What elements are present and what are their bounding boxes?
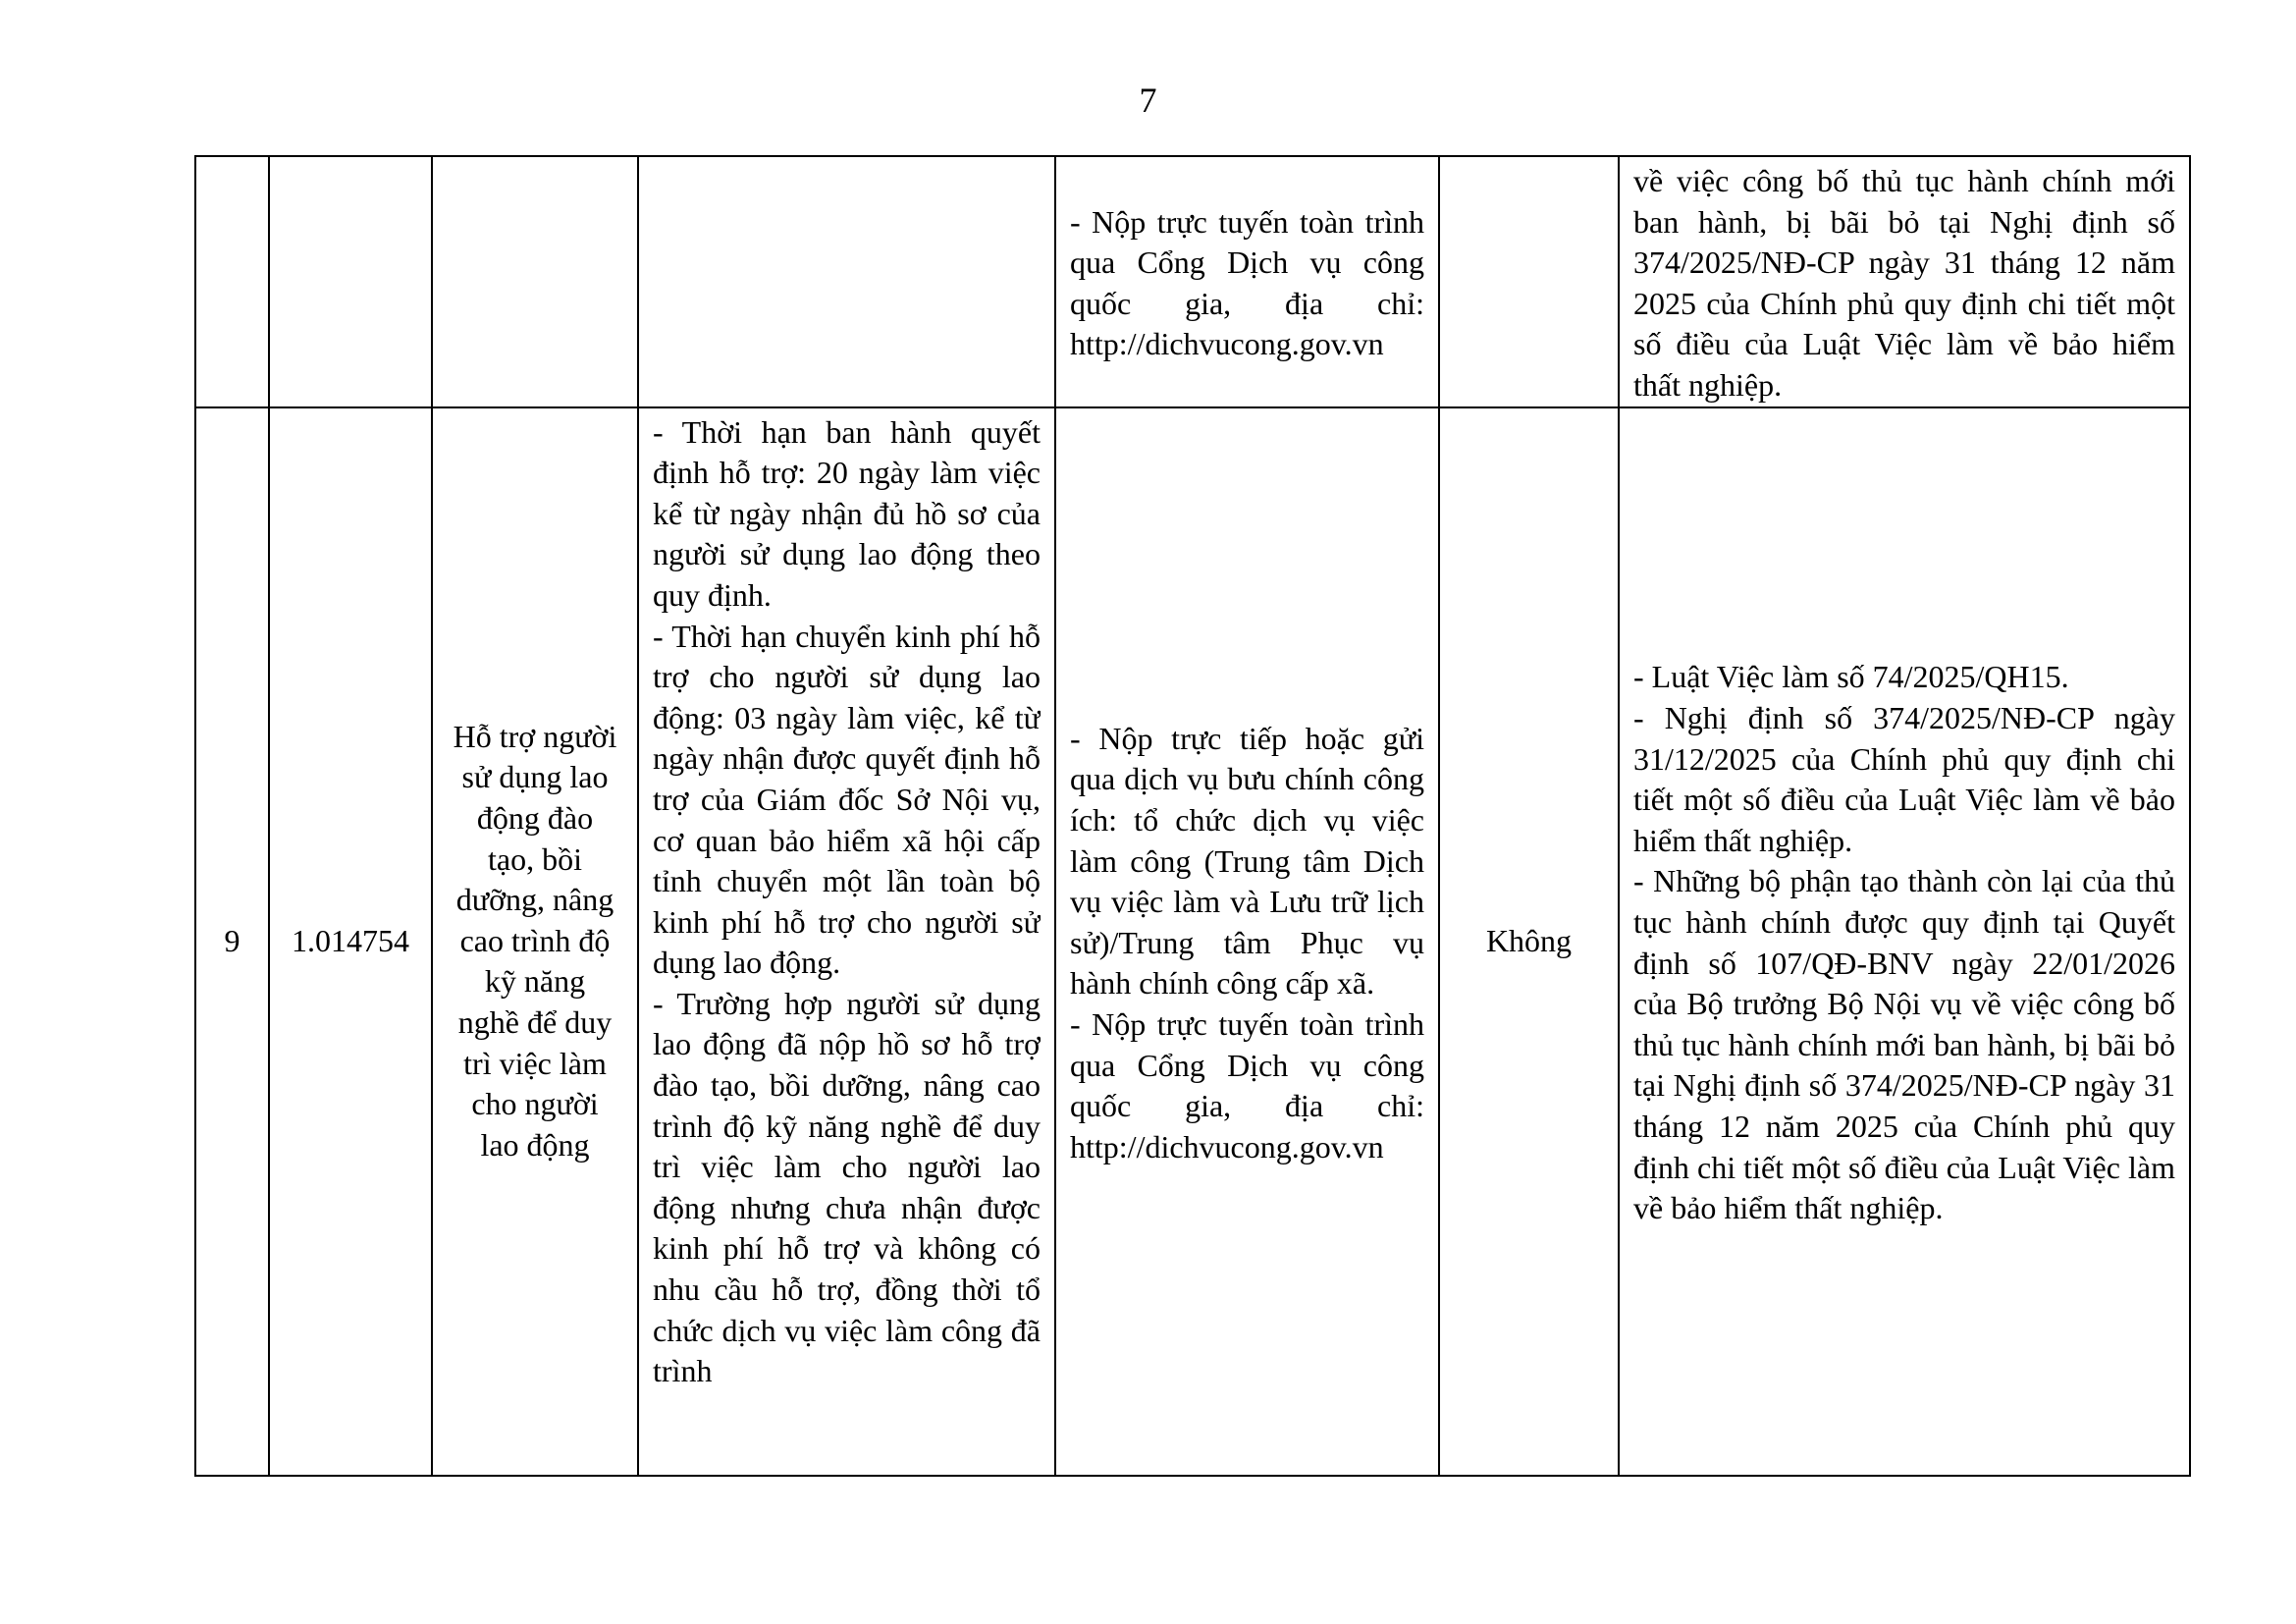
legal-basis-decision: - Những bộ phận tạo thành còn lại của thủ tục hành chính được quy định tại Quyết định số 107/QĐ-BNV ngày 22/01/2026 của Bộ trưởng Bộ Nội vụ về việc công bố thủ tục hành chính mới ban hành, bị bãi bỏ tại Nghị định số 374/2025/NĐ-CP ngày 31 tháng 12 năm 2025 của Chính phủ quy định chi tiết một số điều của Luật Việc làm về bảo hiểm thất nghiệp. [1633, 863, 2175, 1226]
time-limit-transfer: - Thời hạn chuyển kinh phí hỗ trợ cho người sử dụng lao động: 03 ngày làm việc, kể từ ngày nhận được quyết định hỗ trợ của Giám đốc Sở Nội vụ, cơ quan bảo hiểm xã hội cấp tỉnh chuyển một lần toàn bộ kinh phí hỗ trợ cho người sử dụng lao động. [653, 618, 1041, 981]
legal-basis-law: - Luật Việc làm số 74/2025/QH15. [1633, 659, 2069, 695]
procedure-table [194, 155, 2191, 1477]
row-number-cell [195, 156, 269, 407]
legal-basis-cell [1619, 407, 2190, 1476]
submission-method-direct: - Nộp trực tiếp hoặc gửi qua dịch vụ bưu chính công ích: tổ chức dịch vụ việc làm công (Trung tâm Dịch vụ việc làm và Lưu trữ lịch sử)/Trung tâm Phục vụ hành chính công cấp xã. [1070, 720, 1424, 1001]
page-number: 7 [1139, 81, 1157, 120]
submission-method-cell [1055, 407, 1439, 1476]
table-row [195, 407, 2190, 1476]
time-limit-cell [638, 156, 1055, 407]
legal-basis-decree: - Nghị định số 374/2025/NĐ-CP ngày 31/12/2025 của Chính phủ quy định chi tiết một số điều của Luật Việc làm về bảo hiểm thất nghiệp. [1633, 700, 2175, 858]
procedure-code-cell [269, 156, 432, 407]
procedure-name-cell [432, 156, 638, 407]
procedure-code-cell: 1.014754 [269, 407, 432, 1476]
procedure-name-cell: Hỗ trợ người sử dụng lao động đào tạo, bồi dưỡng, nâng cao trình độ kỹ năng nghề để duy trì việc làm cho người lao động [432, 407, 638, 1476]
legal-basis-continuation: về việc công bố thủ tục hành chính mới ban hành, bị bãi bỏ tại Nghị định số 374/2025/NĐ-CP ngày 31 tháng 12 năm 2025 của Chính phủ quy định chi tiết một số điều của Luật Việc làm về bảo hiểm thất nghiệp. [1633, 163, 2175, 403]
submission-method-cell [1055, 156, 1439, 407]
time-limit-decision: - Thời hạn ban hành quyết định hỗ trợ: 20 ngày làm việc kể từ ngày nhận đủ hồ sơ của người sử dụng lao động theo quy định. [653, 413, 1041, 613]
submission-method-online: - Nộp trực tuyến toàn trình qua Cổng Dịch vụ công quốc gia, địa chỉ: http://dichvucong.gov.vn [1070, 1005, 1424, 1164]
fee-cell: Không [1439, 407, 1619, 1476]
row-number-cell: 9 [195, 407, 269, 1476]
table-row [195, 156, 2190, 407]
time-limit-cell [638, 407, 1055, 1476]
submission-method-online: - Nộp trực tuyến toàn trình qua Cổng Dịch vụ công quốc gia, địa chỉ: http://dichvucong.gov.vn [1070, 203, 1424, 362]
legal-basis-cell [1619, 156, 2190, 407]
fee-cell [1439, 156, 1619, 407]
time-limit-withdrawal: - Trường hợp người sử dụng lao động đã nộp hồ sơ hỗ trợ đào tạo, bồi dưỡng, nâng cao trình độ kỹ năng nghề để duy trì việc làm cho người lao động nhưng chưa nhận được kinh phí hỗ trợ và không có nhu cầu hỗ trợ, đồng thời tổ chức dịch vụ việc làm công đã trình [653, 985, 1041, 1389]
